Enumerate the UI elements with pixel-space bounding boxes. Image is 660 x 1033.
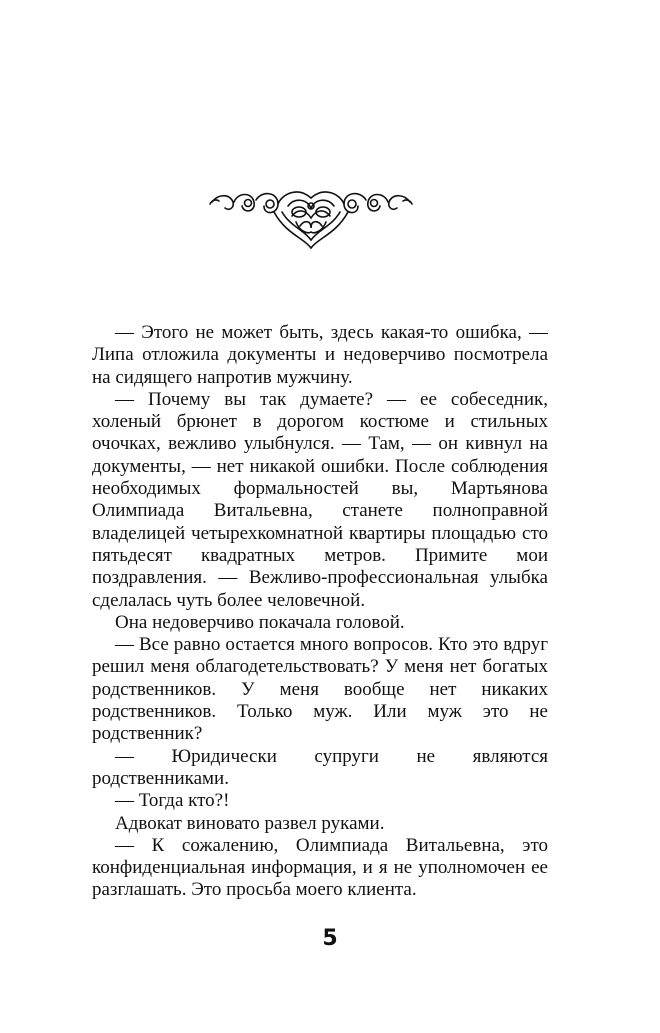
paragraph: — Этого не может быть, здесь какая-то ошибка, — Липа отложила документы и недоверчиво посмотрела на сидящего напротив мужчину. [92,322,548,388]
decorative-flourish-icon [208,182,414,252]
body-text [92,322,548,902]
paragraph: — Юридически супруги не являются родственниками. [92,745,548,789]
paragraph: Она недоверчиво покачала головой. [115,611,405,633]
page-number: 5 [322,926,338,951]
paragraph: — Все равно остается много вопросов. Кто это вдруг решил меня облагодетельствовать? У меня нет богатых родственников. У меня вообще нет никаких родственников. Только муж. Или муж это не родственник? [92,634,548,745]
paragraph: — Почему вы так думаете? — ее собеседник, холеный брюнет в дорогом костюме и стильных очочках, вежливо улыбнулся. — Там, — он кивнул на документы, — нет никакой ошибки. После соблюдения необходимых формальностей вы, Мартьянова Олимпиада Витальевна, станете полноправной владелицей четырехкомнатной квартиры площадью сто пятьдесят квадратных метров. Примите мои поздравления. — Вежливо-профессиональная улыбка сделалась чуть более человечной. [92,388,548,611]
paragraph: — Тогда кто?! [115,790,230,812]
paragraph: Адвокат виновато развел руками. [115,812,385,834]
paragraph: — К сожалению, Олимпиада Витальевна, это конфиденциальная информация, и я не уполномочен ее разглашать. Это просьба моего клиента. [92,834,548,901]
